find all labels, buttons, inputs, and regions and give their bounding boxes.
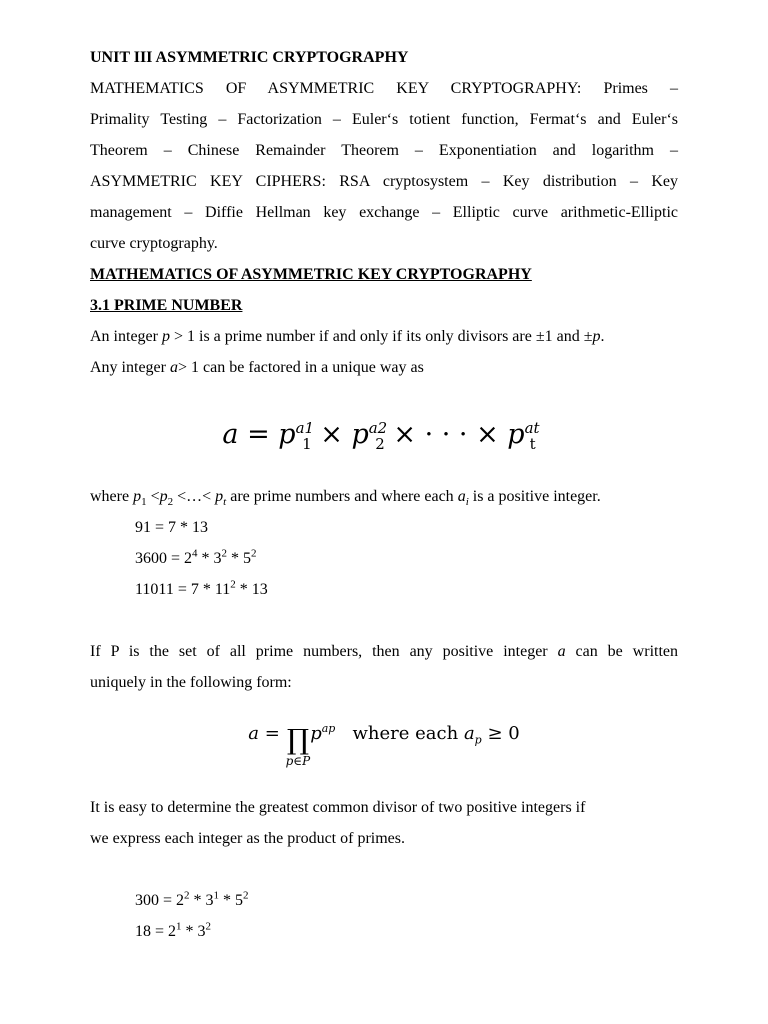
syllabus-paragraph: [90, 73, 678, 259]
syllabus-line: management – Diffie Hellman key exchange – Elliptic curve arithmetic-Elliptic: [90, 204, 678, 221]
section-heading: MATHEMATICS OF ASYMMETRIC KEY CRYPTOGRAPHY: [90, 266, 532, 283]
example-line: $18 = 2^1 * 3^2$: [135, 920, 212, 940]
gcd-line: It is easy to determine the greatest common divisor of two positive integers if: [90, 799, 586, 816]
syllabus-line: curve cryptography.: [90, 235, 218, 252]
product-of-primes-formula: a = ∏ p∈P $p^{ap}$ where each $a_p \ge 0$: [248, 722, 520, 768]
prime-set-line: uniquely in the following form:: [90, 674, 292, 691]
gcd-line: we express each integer as the product of primes.: [90, 830, 405, 847]
subsection-heading: 3.1 PRIME NUMBER: [90, 297, 243, 314]
prime-definition: An integer p > 1 is a prime number if and only if its only divisors are ±1 and ±p.: [90, 328, 605, 345]
example-line: $11011 = 7 * 11^2 * 13$: [135, 578, 268, 598]
example-line: $3600 = 2^4 * 3^2 * 5^2$: [135, 547, 257, 567]
syllabus-line: Theorem – Chinese Remainder Theorem – Exponentiation and logarithm –: [90, 142, 678, 159]
syllabus-line: Primality Testing – Factorization – Euler‘s totient function, Fermat‘s and Euler‘s: [90, 111, 678, 128]
unit-title: UNIT III ASYMMETRIC CRYPTOGRAPHY: [90, 49, 409, 66]
example-line: 91 = 7 * 13: [135, 519, 209, 536]
syllabus-line: MATHEMATICS OF ASYMMETRIC KEY CRYPTOGRAPHY: Primes –: [90, 80, 678, 97]
factorization-intro: Any integer a> 1 can be factored in a unique way as: [90, 359, 424, 376]
prime-set-line: If P is the set of all prime numbers, then any positive integer a can be written: [90, 643, 679, 660]
where-primes-line: where $p_1 <p_2$ <…< $p_t$ are prime numbers and where each $a_i$ is a positive integer.: [90, 488, 601, 509]
document-page: [90, 42, 678, 947]
prime-factorization-formula: $a = p^{a1}_1 \times p^{a2}_2$ × · · · × $p^{at}_t$: [222, 419, 540, 454]
syllabus-line: ASYMMETRIC KEY CIPHERS: RSA cryptosystem – Key distribution – Key: [90, 173, 678, 190]
example-line: $300 = 2^2 * 3^1 * 5^2$: [135, 889, 249, 909]
product-symbol: ∏ p∈P: [285, 723, 311, 768]
